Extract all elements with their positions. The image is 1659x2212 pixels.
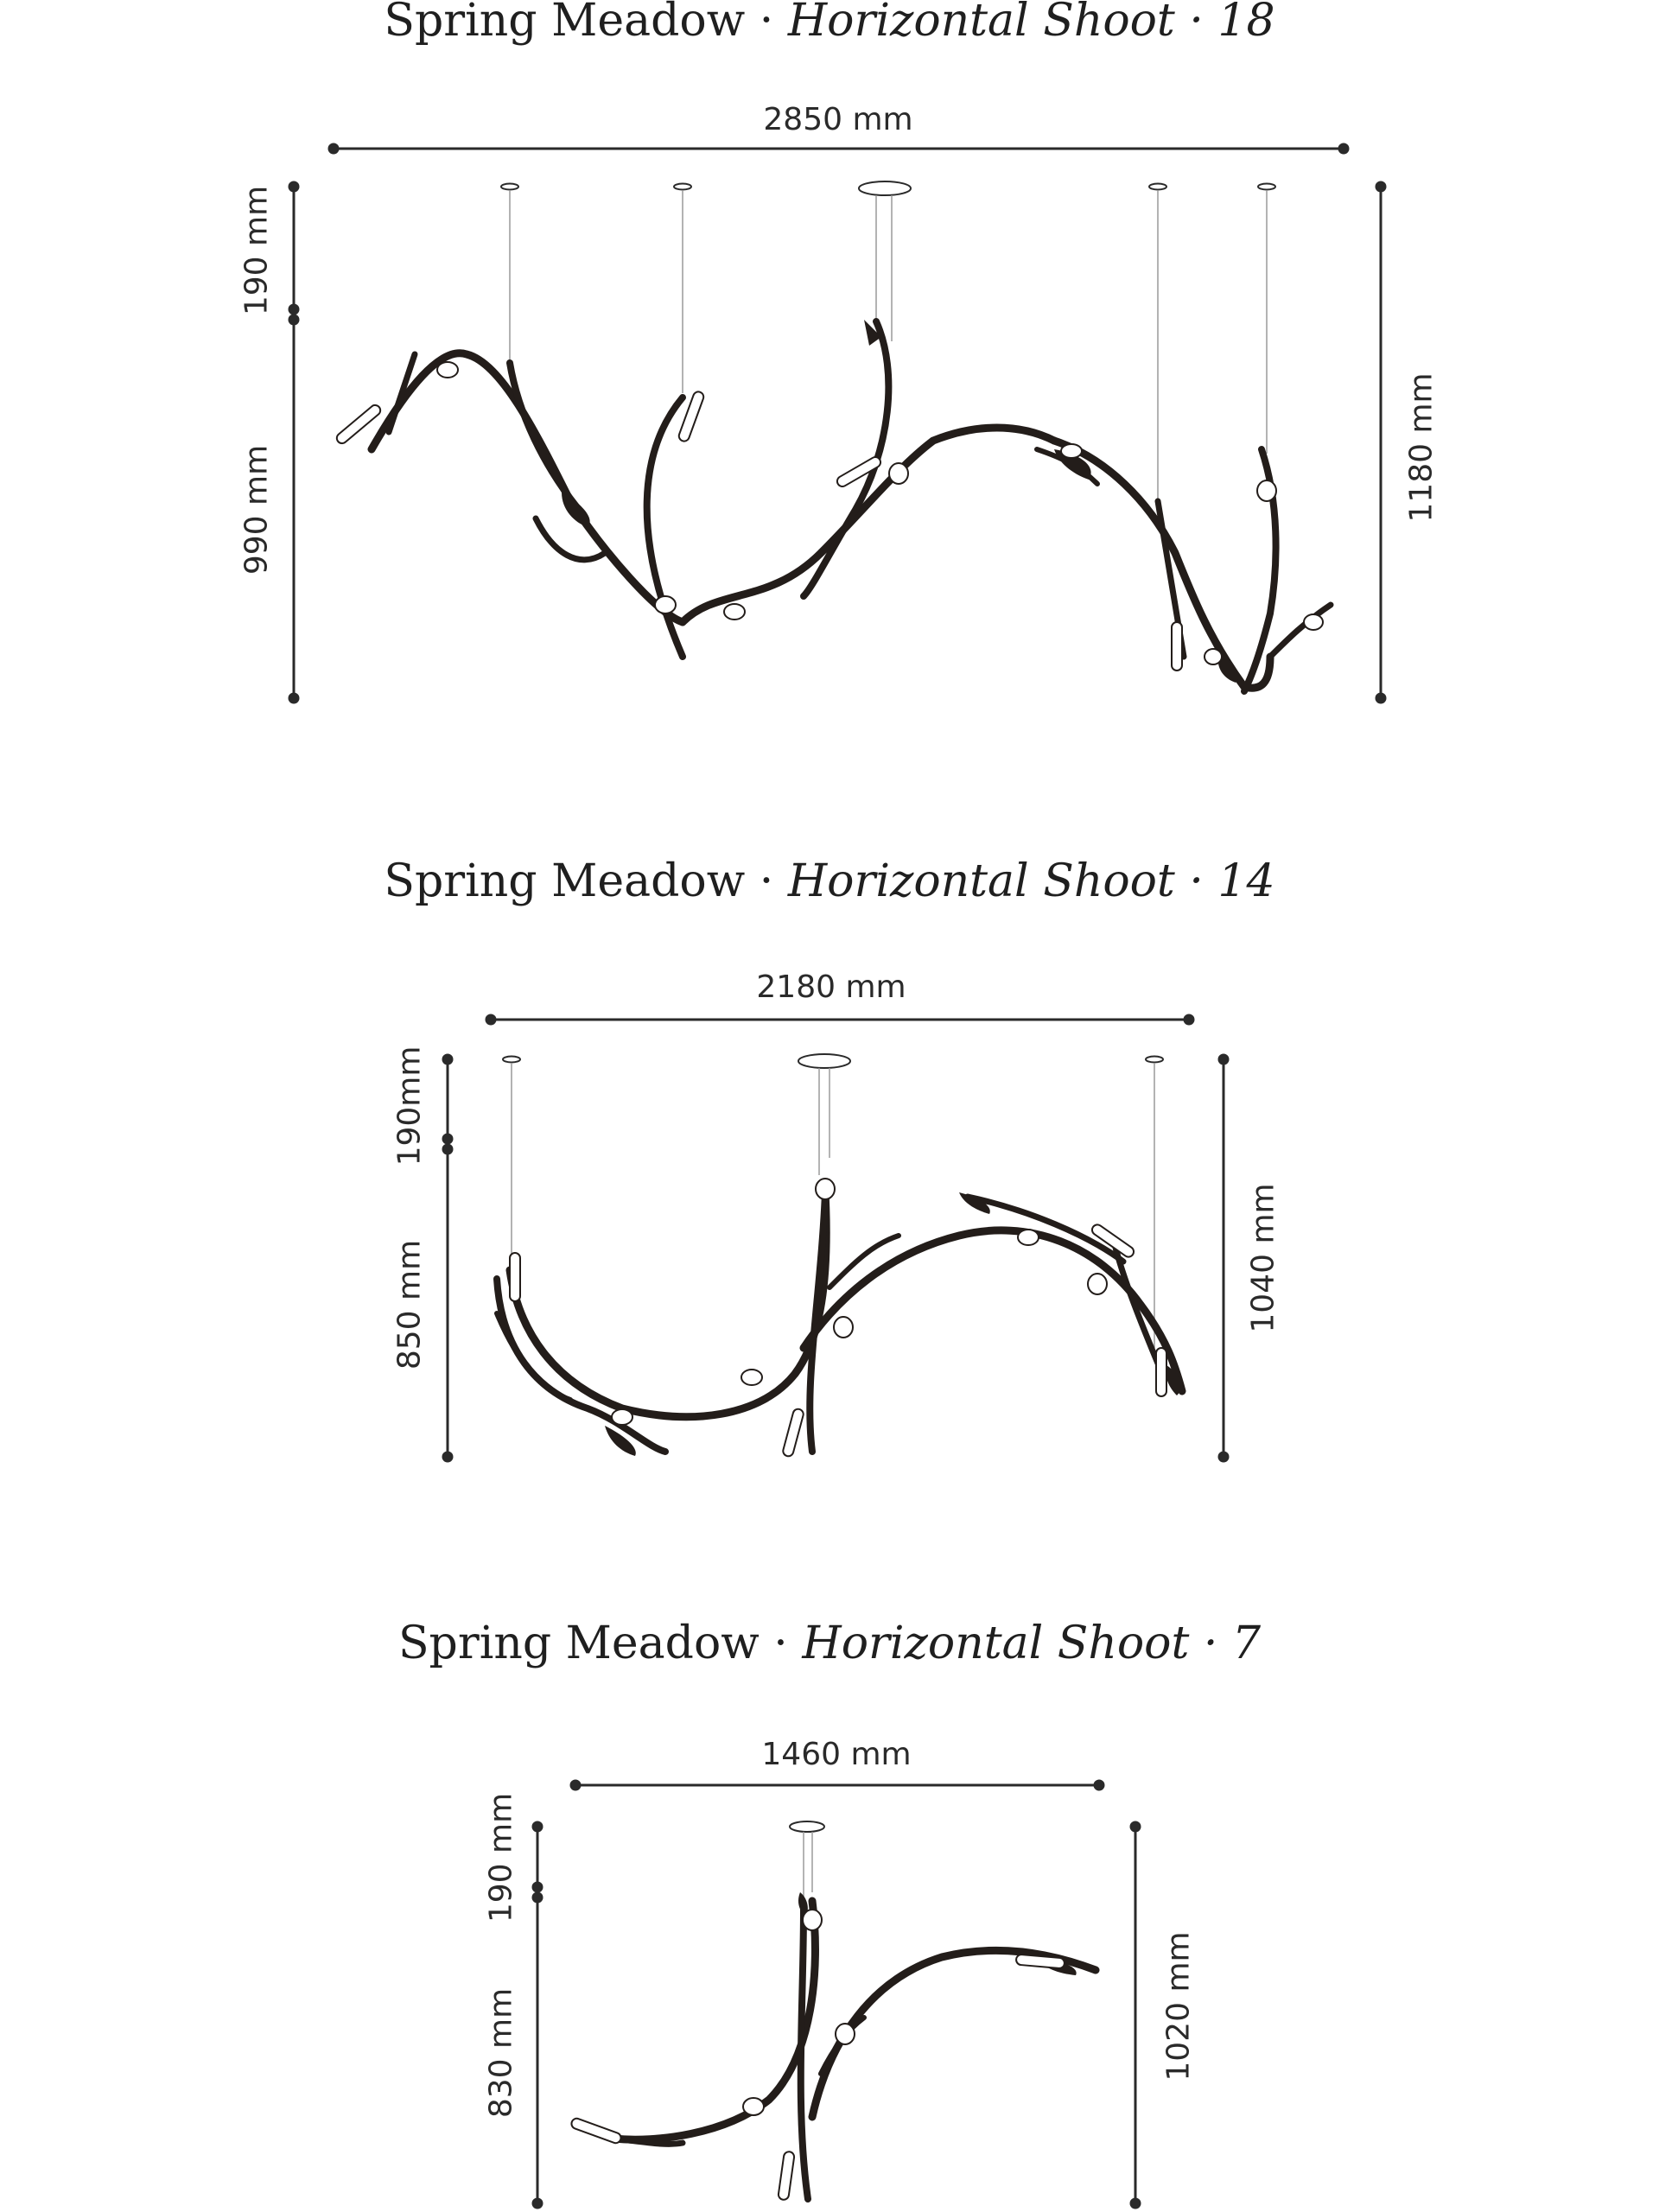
width-label-18: 2850 mm [763,102,913,137]
body-height-label-18: 990 mm [238,444,275,575]
canopies-7 [790,1821,824,1901]
top-height-label-14: 190mm [391,1046,428,1166]
diagram-title-18: Spring Meadow · Horizontal Shoot · 18 [384,0,1275,47]
width-label-14: 2180 mm [756,969,906,1005]
top-height-label-18: 190 mm [238,185,275,316]
total-height-label-7: 1020 mm [1160,1931,1197,2082]
width-label-7: 1460 mm [761,1737,912,1772]
blossom [743,2098,764,2115]
top-height-label-7: 190 mm [483,1792,519,1923]
dimension-lines-7 [533,1781,1140,2208]
canopy [790,1821,824,1832]
total-height-label-14: 1040 mm [1245,1183,1281,1333]
blossom [803,1910,822,1930]
tubes-7 [570,1955,1065,2201]
diagram-title-7: Spring Meadow · Horizontal Shoot · 7 [397,1618,1262,1669]
total-height-label-18: 1180 mm [1403,372,1440,523]
diagram-title-14: Spring Meadow · Horizontal Shoot · 14 [384,855,1275,907]
body-height-label-7: 830 mm [483,1987,519,2119]
blossom [836,2024,855,2044]
branches-7 [613,1901,1096,2199]
body-height-label-14: 850 mm [391,1239,428,1370]
